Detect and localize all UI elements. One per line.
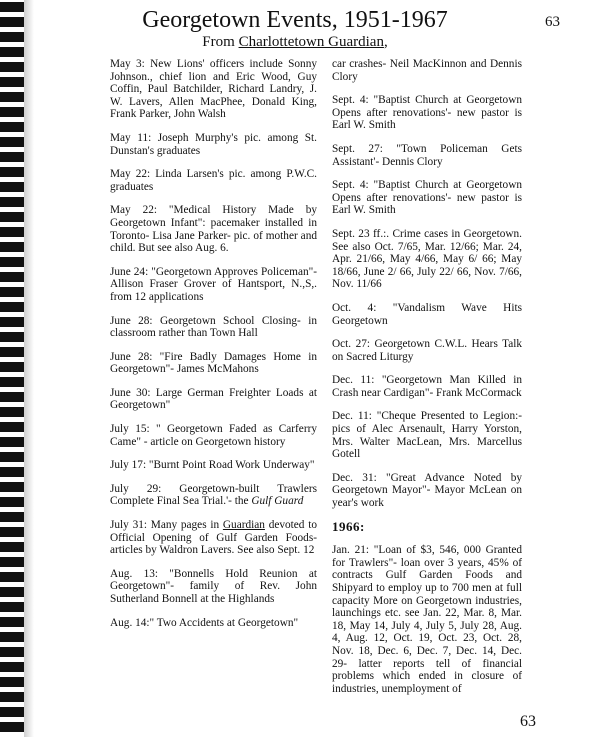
- entry-text: July 31: Many pages in: [110, 519, 223, 532]
- event-entry: [332, 374, 522, 399]
- entry-text: car crashes- Neil MacKinnon and Dennis Clory: [332, 58, 522, 83]
- newspaper-name: Guardian: [222, 519, 265, 532]
- event-entry: [332, 544, 522, 695]
- entry-text: Aug. 14:" Two Accidents at Georgetown": [110, 616, 299, 629]
- subtitle-source: Charlottetown Guardian: [238, 34, 384, 50]
- page-number-bottom: 63: [520, 713, 536, 730]
- event-entry: [110, 204, 317, 254]
- entry-text: May 11: Joseph Murphy's pic. among St. Dunstan's graduates: [110, 131, 317, 157]
- entry-text: June 30: Large German Freighter Loads at Georgetown": [110, 386, 317, 412]
- subtitle-suffix: ,: [383, 34, 388, 50]
- event-entry: [110, 568, 317, 606]
- entry-text: Aug. 13: "Bonnells Hold Reunion at Georgetown"- family of Rev. John Sutherland Bonnell at the Highlands: [110, 567, 317, 605]
- entry-text: July 15: " Georgetown Faded as Carferry Came" - article on Georgetown history: [110, 423, 317, 448]
- year-heading: 1966:: [332, 518, 365, 534]
- entry-text: Oct. 27: Georgetown C.W.L. Hears Talk on Sacred Liturgy: [332, 338, 522, 363]
- event-entry: [110, 132, 317, 157]
- event-entry: [110, 387, 317, 412]
- right-column: [332, 58, 522, 706]
- page-number-top: 63: [545, 14, 560, 30]
- entry-text: July 29: Georgetown-built Trawlers Complete Final Sea Trial.'- the: [110, 482, 317, 508]
- event-entry: [110, 459, 317, 472]
- entry-text: May 3: New Lions' officers include Sonny Johnson., chief lion and Eric Wood, Guy Coffin, Paul Batchilder, Richard Landry, J. W. Lavers, Allen MacPhee, Donald King, Frank Parker, John Walsh: [110, 58, 317, 121]
- entry-text: Dec. 31: "Great Advance Noted by Georgetown Mayor"- Mayor McLean on year's work: [332, 471, 522, 510]
- entry-text: June 28: "Fire Badly Damages Home in Georgetown"- James McMahons: [110, 350, 317, 376]
- event-entry: [332, 338, 522, 363]
- entry-text: Sept. 4: "Baptist Church at Georgetown Opens after renovations'- new pastor is Earl W. Smith: [332, 179, 522, 217]
- page-header: [120, 6, 470, 51]
- entry-text: Jan. 21: "Loan of $3, 546, 000 Granted for Trawlers"- loan over 3 years, 45% of contracts Gulf Garden Foods and Shipyard to employ up to 700 men at full capacity More on Georgetown industries, launchings etc. see Jan. 22, Mar. 8, Mar. 18, May 14, July 4, July 5, July 28, Aug. 4, Aug. 12, Oct. 19, Oct. 23, Oct. 28, Nov. 18, Dec. 6, Dec. 7, Dec. 14, Dec. 29- latter reports tell of financial problems which ended in closure of industries, unemployment of: [332, 544, 522, 695]
- event-entry: [332, 302, 522, 327]
- event-entry: [332, 94, 522, 132]
- entry-text: Sept. 4: "Baptist Church at Georgetown Opens after renovations'- new pastor is Earl W. Smith: [332, 94, 522, 132]
- event-entry: [332, 58, 522, 83]
- event-entry: [332, 410, 522, 460]
- entry-text: Sept. 27: "Town Policeman Gets Assistant'- Dennis Clory: [332, 142, 522, 168]
- page-title: Georgetown Events, 1951-1967: [142, 7, 448, 33]
- page-subtitle: [120, 34, 470, 51]
- entry-text: devoted to Official Opening of Gulf Garden Foods- articles by Waldron Lavers. See also Sept. 12: [110, 519, 317, 557]
- subtitle-prefix: From: [202, 34, 239, 50]
- event-entry: [332, 179, 522, 217]
- entry-text: Oct. 4: "Vandalism Wave Hits Georgetown: [332, 301, 522, 327]
- entry-text: May 22: Linda Larsen's pic. among P.W.C. graduates: [110, 168, 317, 193]
- event-entry: [110, 483, 317, 508]
- event-entry: [110, 519, 317, 557]
- entry-text: Dec. 11: "Georgetown Man Killed in Crash near Cardigan"- Frank McCormack: [332, 374, 522, 399]
- event-entry: [110, 58, 317, 121]
- event-entry: [332, 143, 522, 168]
- event-entry: [110, 351, 317, 376]
- event-entry: [110, 266, 317, 304]
- entry-text: Sept. 23 ff.:. Crime cases in Georgetown. See also Oct. 7/65, Mar. 12/66; Mar. 24, Apr. 21/66, May 4/66, May 6/ 66; May 18/66, June 2/ 66, July 22/ 66, Nov. 7/66, Nov. 11/66: [332, 227, 522, 291]
- event-entry: [110, 617, 317, 630]
- vessel-name: Gulf Guard: [251, 495, 304, 508]
- entry-text: Dec. 11: "Cheque Presented to Legion:- pics of Alec Arsenault, Harry Yorston, Mrs. Walter MacLean, Mrs. Marcellus Gotell: [332, 410, 522, 461]
- event-entry: [110, 423, 317, 448]
- entry-text: June 28: Georgetown School Closing- in classroom rather than Town Hall: [110, 314, 317, 340]
- event-entry: [332, 472, 522, 510]
- spiral-binding: [0, 0, 34, 737]
- entry-text: July 17: "Burnt Point Road Work Underway": [110, 459, 315, 472]
- entry-text: June 24: "Georgetown Approves Policeman"- Allison Fraser Grover of Hantsport, N.,S,. from 12 applications: [110, 265, 317, 303]
- event-entry: [110, 315, 317, 340]
- event-entry: [332, 228, 522, 291]
- event-entry: [110, 168, 317, 193]
- left-column: [110, 58, 317, 640]
- entry-text: May 22: "Medical History Made by Georgetown Infant": pacemaker installed in Toronto- Lisa Jane Parker- pic. of mother and child. But see also Aug. 6.: [110, 204, 317, 255]
